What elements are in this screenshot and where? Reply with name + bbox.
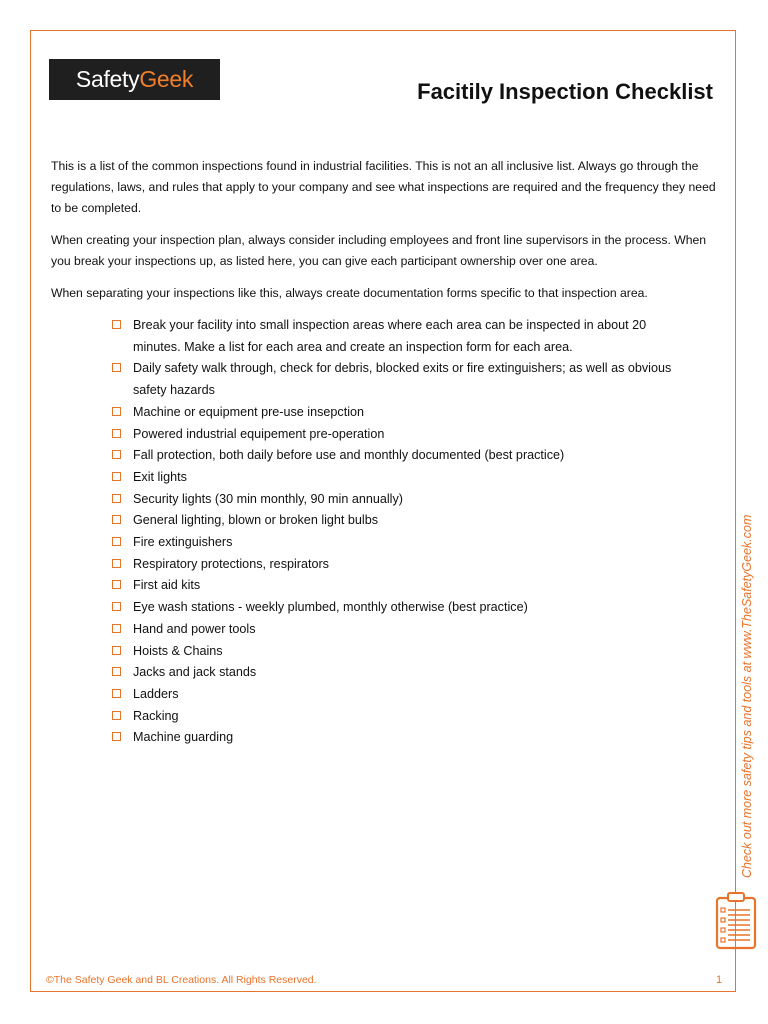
checklist-item xyxy=(112,489,682,511)
clipboard-icon xyxy=(712,890,760,952)
checklist-item xyxy=(112,554,682,576)
checkbox-icon[interactable] xyxy=(112,646,121,655)
safetygeek-logo xyxy=(49,59,220,100)
checkbox-icon[interactable] xyxy=(112,363,121,372)
checklist-item-text: Break your facility into small inspection areas where each area can be inspected in about 20 minutes. Make a list for each area and create an inspection form for each area. xyxy=(133,318,647,354)
checklist-item xyxy=(112,684,682,706)
checkbox-icon[interactable] xyxy=(112,689,121,698)
checkbox-icon[interactable] xyxy=(112,429,121,438)
checklist-item-text: Powered industrial equipement pre-operation xyxy=(133,426,385,441)
logo-word-geek: Geek xyxy=(139,66,194,92)
checkbox-icon[interactable] xyxy=(112,732,121,741)
intro-paragraph-1: This is a list of the common inspections found in industrial facilities. This is not an all inclusive list. Always go through the regulations, laws, and rules that apply to your company and see what inspections are required and the frequency they need to be completed. xyxy=(51,159,716,215)
checklist-item xyxy=(112,619,682,641)
checkbox-icon[interactable] xyxy=(112,711,121,720)
checkbox-icon[interactable] xyxy=(112,624,121,633)
checkbox-icon[interactable] xyxy=(112,515,121,524)
checklist-item xyxy=(112,575,682,597)
checkbox-icon[interactable] xyxy=(112,320,121,329)
checklist-item xyxy=(112,727,682,749)
checklist-item xyxy=(112,358,682,401)
checklist-item-text: Jacks and jack stands xyxy=(133,665,257,680)
checkbox-icon[interactable] xyxy=(112,494,121,503)
checklist-item-text: Hoists & Chains xyxy=(133,643,223,658)
checkbox-icon[interactable] xyxy=(112,580,121,589)
checklist-item-text: Fall protection, both daily before use and monthly documented (best practice) xyxy=(133,448,565,463)
checkbox-icon[interactable] xyxy=(112,407,121,416)
checkbox-icon[interactable] xyxy=(112,472,121,481)
checklist-item xyxy=(112,424,682,446)
checklist-item xyxy=(112,445,682,467)
intro-paragraph-2: When creating your inspection plan, always consider including employees and front line supervisors in the process. When you break your inspections up, as listed here, you can give each participant ownership over one area. xyxy=(51,233,707,268)
checklist-item-text: Hand and power tools xyxy=(133,621,256,636)
checklist-item-text: First aid kits xyxy=(133,578,201,593)
checklist-item-text: Ladders xyxy=(133,686,179,701)
checkbox-icon[interactable] xyxy=(112,667,121,676)
checklist-item-text: Respiratory protections, respirators xyxy=(133,556,329,571)
page-number: 1 xyxy=(716,974,723,986)
checklist-item-text: Machine guarding xyxy=(133,730,234,745)
checklist-item-text: Daily safety walk through, check for debris, blocked exits or fire extinguishers; as well as obvious safety hazards xyxy=(133,361,672,398)
checklist-item-text: Eye wash stations - weekly plumbed, monthly otherwise (best practice) xyxy=(133,600,528,615)
checkbox-icon[interactable] xyxy=(112,559,121,568)
checklist-item xyxy=(112,662,682,684)
inspection-checklist xyxy=(112,315,682,749)
checklist-item-text: Exit lights xyxy=(133,469,187,484)
checklist-item-text: Racking xyxy=(133,708,179,723)
checklist-item xyxy=(112,706,682,728)
checklist-item xyxy=(112,597,682,619)
checkbox-icon[interactable] xyxy=(112,450,121,459)
sidebar-promo-text[interactable]: Check out more safety tips and tools at www.TheSafetyGeek.com xyxy=(740,514,754,878)
checklist-item xyxy=(112,641,682,663)
checklist-item xyxy=(112,402,682,424)
intro-paragraph-3: When separating your inspections like this, always create documentation forms specific to that inspection area. xyxy=(51,286,648,300)
checkbox-icon[interactable] xyxy=(112,537,121,546)
document-title: Facitily Inspection Checklist xyxy=(417,79,713,104)
checklist-item xyxy=(112,467,682,489)
checklist-item-text: Fire extinguishers xyxy=(133,535,233,550)
logo-word-safety: Safety xyxy=(75,66,140,92)
checkbox-icon[interactable] xyxy=(112,602,121,611)
checklist-item-text: General lighting, blown or broken light bulbs xyxy=(133,513,379,528)
checklist-item-text: Machine or equipment pre-use insepction xyxy=(133,404,365,419)
checklist-item xyxy=(112,510,682,532)
checklist-item xyxy=(112,532,682,554)
footer-copyright: ©The Safety Geek and BL Creations. All Rights Reserved. xyxy=(46,974,317,986)
checklist-item-text: Security lights (30 min monthly, 90 min annually) xyxy=(133,491,403,506)
checklist-item xyxy=(112,315,682,358)
